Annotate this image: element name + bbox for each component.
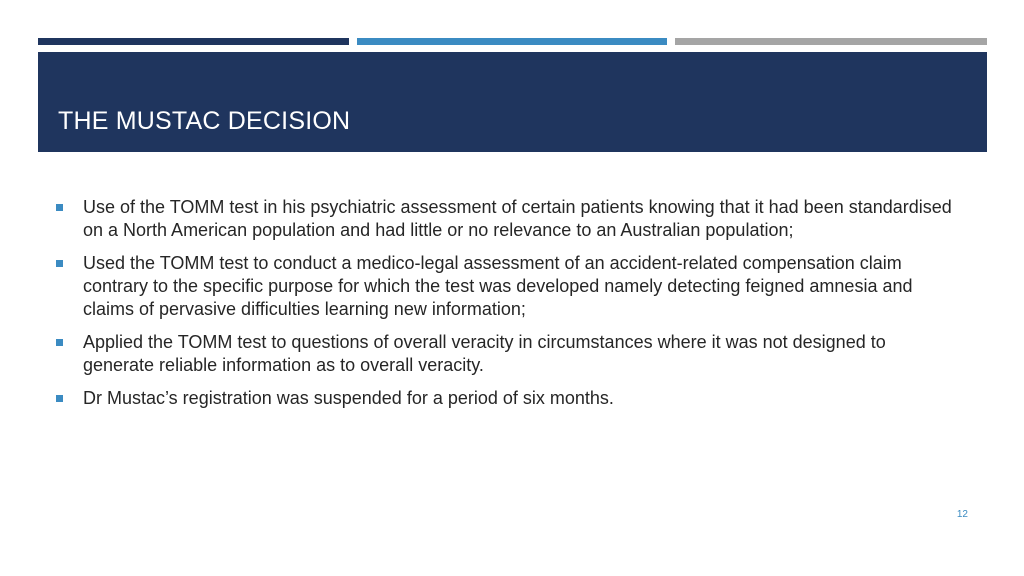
bullet-list bbox=[56, 196, 956, 420]
bullet-text: Dr Mustac’s registration was suspended for a period of six months. bbox=[83, 388, 614, 408]
square-bullet-icon bbox=[56, 395, 63, 402]
accent-stripe-gray bbox=[675, 38, 987, 45]
square-bullet-icon bbox=[56, 204, 63, 211]
square-bullet-icon bbox=[56, 260, 63, 267]
bullet-item bbox=[56, 196, 956, 242]
bullet-text: Applied the TOMM test to questions of overall veracity in circumstances where it was not designed to generate reliable information as to overall veracity. bbox=[83, 332, 886, 375]
bullet-text: Used the TOMM test to conduct a medico-legal assessment of an accident-related compensation claim contrary to the specific purpose for which the test was developed namely detecting feigned amnesia and claims of pervasive difficulties learning new information; bbox=[83, 253, 913, 319]
accent-stripe-blue bbox=[357, 38, 667, 45]
square-bullet-icon bbox=[56, 339, 63, 346]
title-band bbox=[38, 52, 987, 152]
bullet-item bbox=[56, 387, 956, 410]
accent-stripe-navy bbox=[38, 38, 349, 45]
page-number: 12 bbox=[956, 509, 968, 520]
slide-title: THE MUSTAC DECISION bbox=[58, 107, 351, 135]
bullet-text: Use of the TOMM test in his psychiatric assessment of certain patients knowing that it had been standardised on a North American population and had little or no relevance to an Australian population; bbox=[83, 197, 952, 240]
bullet-item bbox=[56, 252, 956, 321]
bullet-item bbox=[56, 331, 956, 377]
